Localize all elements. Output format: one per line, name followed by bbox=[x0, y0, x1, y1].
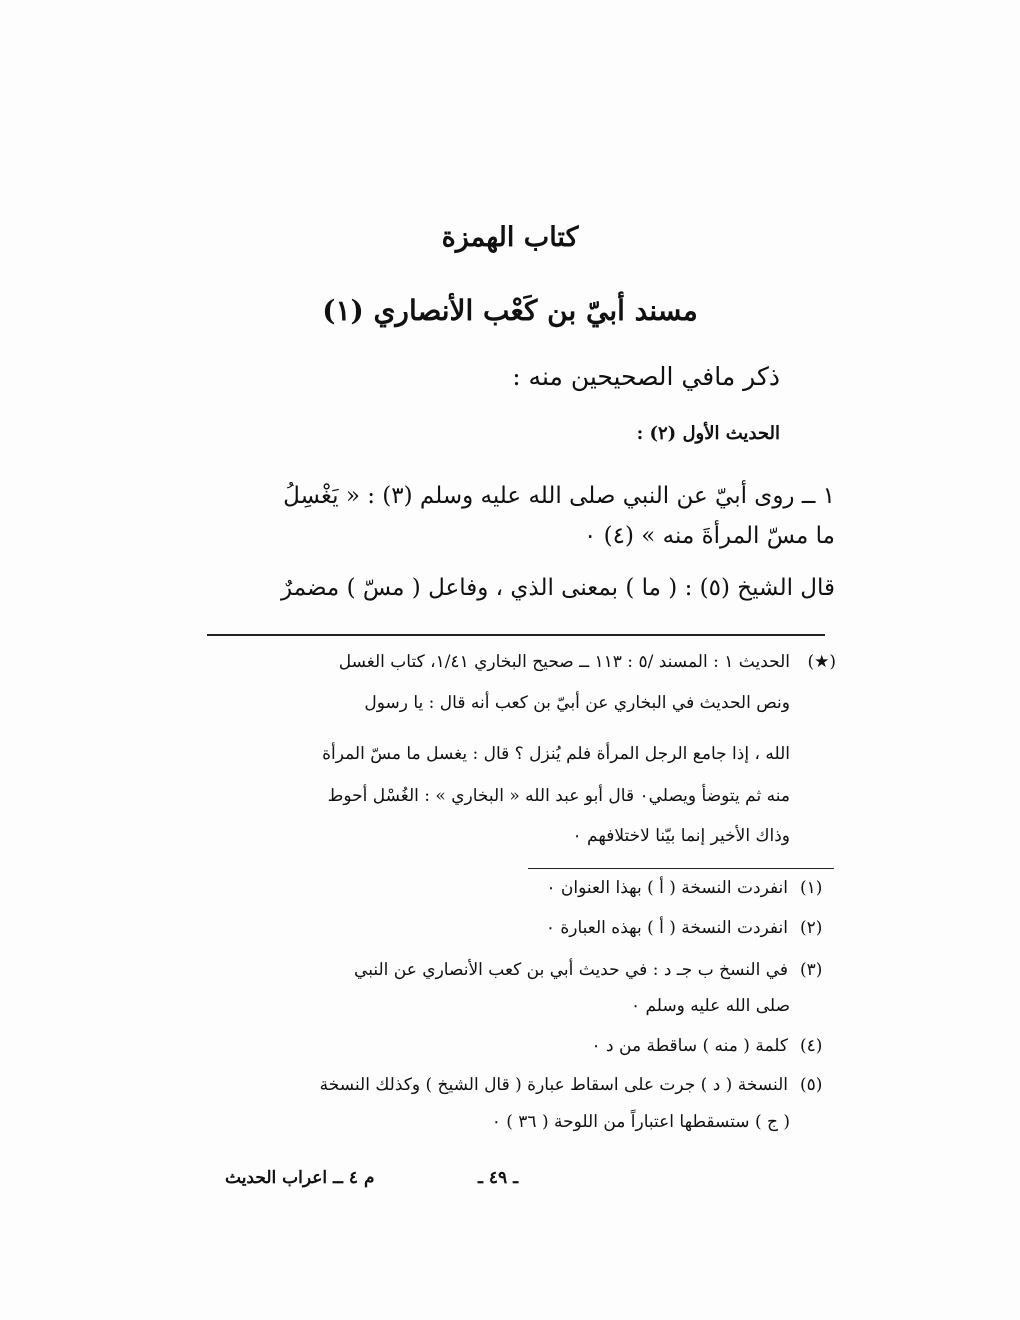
footnote-text: كلمة ( منه ) ساقطة من د ٠ bbox=[591, 1036, 788, 1056]
star-note-line-2: ونص الحديث في البخاري عن أبيّ بن كعب أنه قال : يا رسول bbox=[364, 693, 790, 713]
footnote-text: انفردت النسخة ( أ ) بهذه العبارة ٠ bbox=[545, 918, 788, 938]
footnote-number: (٥) bbox=[800, 1075, 823, 1095]
footnote-5-continuation: ( ج ) ستسقطها اعتباراً من اللوحة ( ٣٦ ) ٠ bbox=[491, 1112, 790, 1132]
footnote-number: (٣) bbox=[800, 960, 823, 980]
star-note-line-1: الحديث ١ : المسند /٥ : ١١٣ ــ صحيح البخاري ١/٤١، كتاب الغسل bbox=[338, 652, 790, 672]
footnote-text: النسخة ( د ) جرت على اسقاط عبارة ( قال الشيخ ) وكذلك النسخة bbox=[319, 1075, 788, 1095]
footnote-3 bbox=[354, 960, 836, 980]
star-note-line-5: وذاك الأخير إنما بيّنا لاختلافهم ٠ bbox=[572, 826, 790, 846]
footnote-2 bbox=[545, 918, 836, 938]
footnote-number: (١) bbox=[800, 878, 823, 898]
page-number: ـ ٤٩ ـ bbox=[478, 1168, 519, 1188]
footnote-5 bbox=[319, 1075, 836, 1095]
hadith-text-line-2: ما مسّ المرأةَ منه » (٤) ٠ bbox=[583, 523, 835, 549]
star-note-line-3: الله ، إذا جامع الرجل المرأة فلم يُنزل ؟ قال : يغسل ما مسّ المرأة bbox=[322, 744, 790, 764]
running-title: م ٤ ــ اعراب الحديث bbox=[225, 1168, 375, 1188]
footnote-number: (٢) bbox=[800, 918, 823, 938]
hadith-heading: الحديث الأول (٢) : bbox=[636, 423, 780, 444]
star-note-marker: (★) bbox=[807, 652, 836, 672]
hadith-text-line-3: قال الشيخ (٥) : ( ما ) بمعنى الذي ، وفاعل ( مسّ ) مضمرٌ bbox=[281, 575, 835, 601]
footnote-separator bbox=[207, 634, 825, 636]
book-title: كتاب الهمزة bbox=[441, 222, 579, 253]
hadith-text-line-1: ١ ــ روى أبيّ عن النبي صلى الله عليه وسلم (٣) : « يَغْسِلُ bbox=[283, 483, 835, 509]
musnad-title: مسند أبيّ بن كَعْب الأنصاري (١) bbox=[322, 294, 698, 327]
star-note-line-4: منه ثم يتوضأ ويصلي٠ قال أبو عبد الله « البخاري » : الغُسْل أحوط bbox=[327, 786, 790, 806]
footnote-1 bbox=[546, 878, 836, 898]
section-heading: ذكر مافي الصحيحين منه : bbox=[512, 362, 780, 391]
footnote-number: (٤) bbox=[800, 1036, 823, 1056]
footnote-4 bbox=[591, 1036, 836, 1056]
footnote-text: انفردت النسخة ( أ ) بهذا العنوان ٠ bbox=[546, 878, 788, 898]
footnote-text: في النسخ ب جـ د : في حديث أبي بن كعب الأنصاري عن النبي bbox=[354, 960, 788, 980]
notes-separator bbox=[528, 868, 834, 869]
footnote-3-continuation: صلى الله عليه وسلم ٠ bbox=[630, 996, 790, 1016]
